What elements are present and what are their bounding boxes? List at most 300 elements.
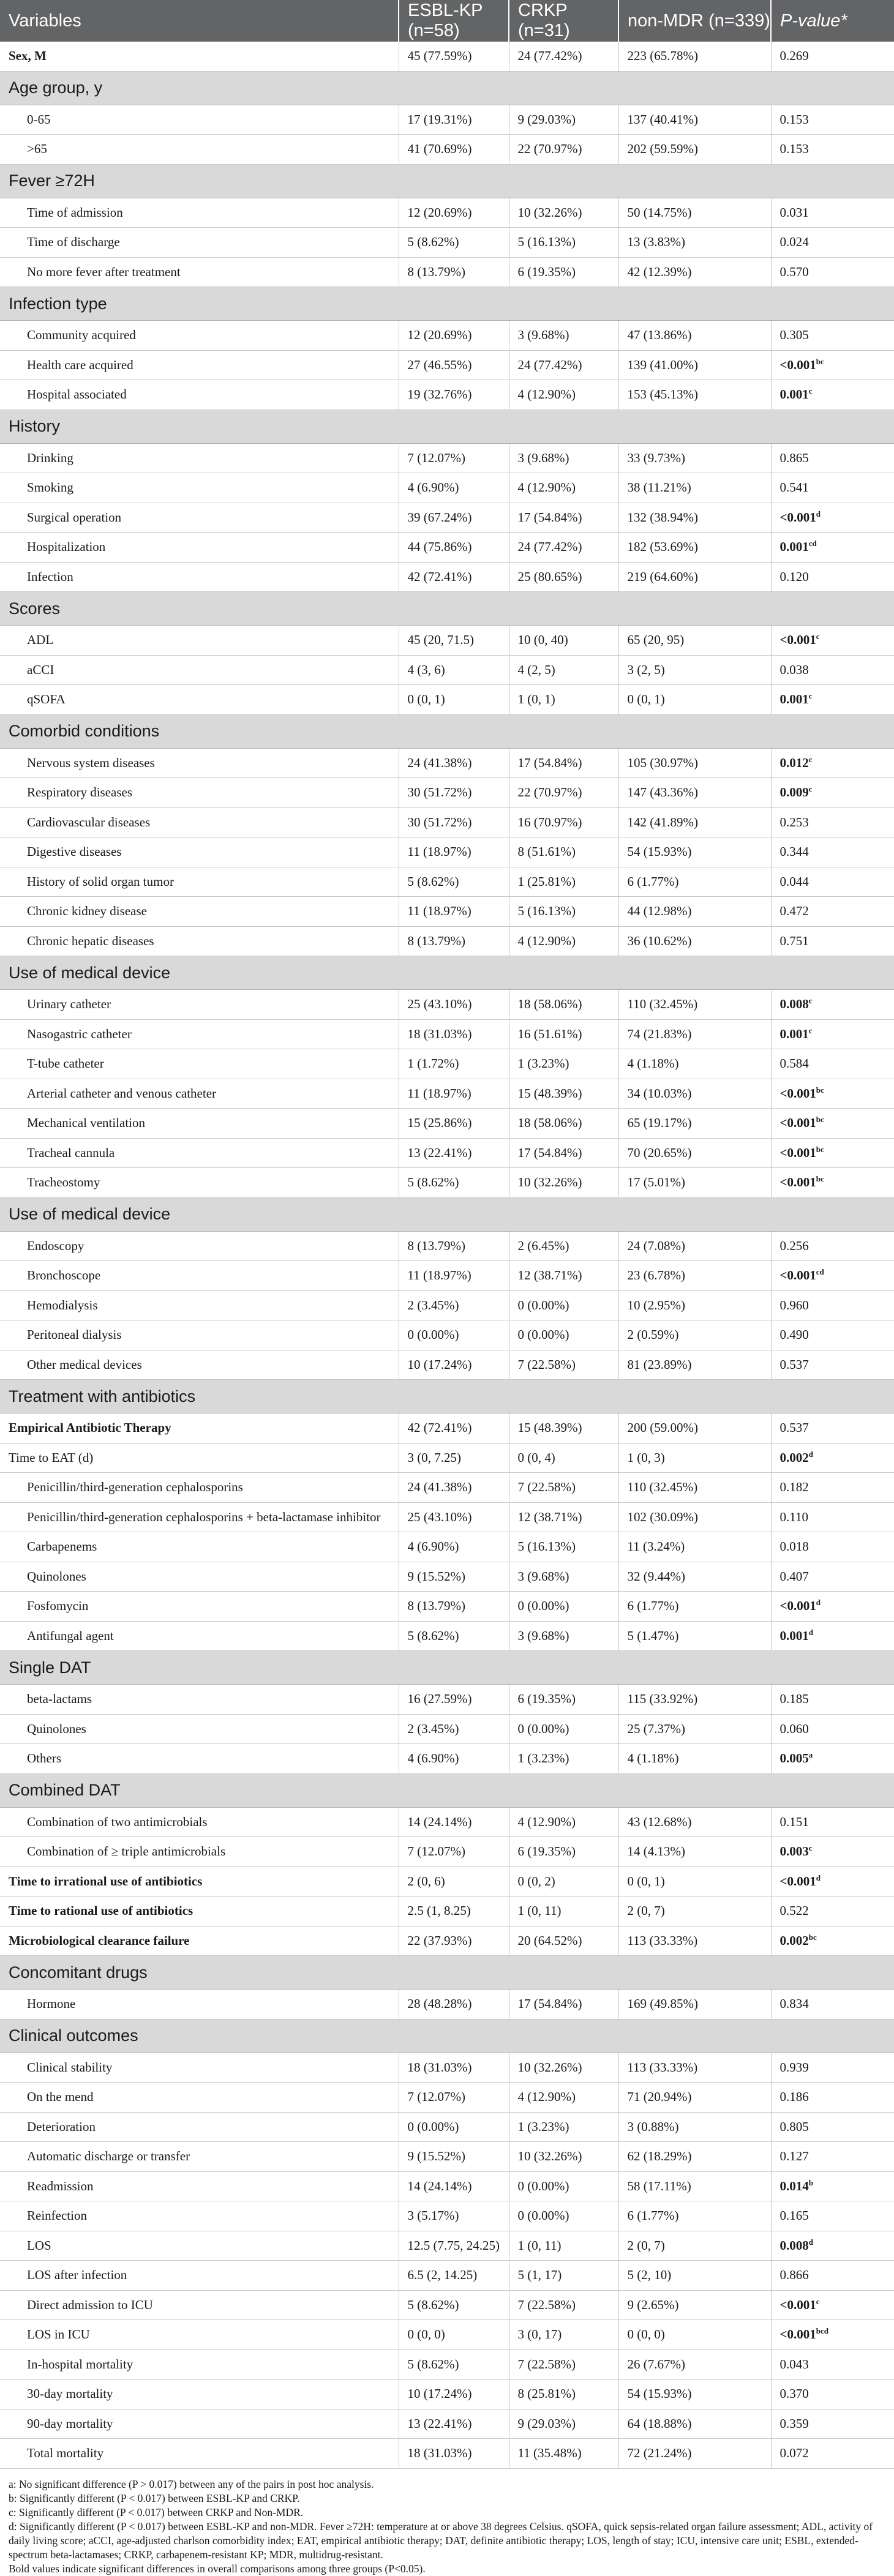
- cell-p-value: [771, 1290, 894, 1320]
- cell-p-value: [771, 897, 894, 927]
- section-header-row: [0, 287, 894, 321]
- cell-crkp: 3 (0, 17): [509, 2320, 618, 2350]
- cell-variable: Deterioration: [0, 2112, 399, 2142]
- table-row: [0, 2201, 894, 2231]
- cell-variable: qSOFA: [0, 685, 399, 715]
- cell-non-mdr: 70 (20.65%): [618, 1138, 771, 1168]
- cell-esbl-kp: 11 (18.97%): [399, 1079, 509, 1109]
- table-row: [0, 2053, 894, 2083]
- p-value-superscript: d: [808, 1627, 813, 1637]
- cell-crkp: 6 (19.35%): [509, 1837, 618, 1867]
- cell-crkp: 24 (77.42%): [509, 350, 618, 380]
- table-row: [0, 350, 894, 380]
- cell-crkp: 5 (16.13%): [509, 897, 618, 927]
- cell-variable: Automatic discharge or transfer: [0, 2142, 399, 2172]
- cell-esbl-kp: 18 (31.03%): [399, 1019, 509, 1049]
- p-value-superscript: bcd: [816, 2326, 828, 2336]
- cell-esbl-kp: 4 (6.90%): [399, 1744, 509, 1774]
- cell-variable: Tracheostomy: [0, 1168, 399, 1198]
- p-value-text: 0.541: [779, 480, 809, 495]
- cell-variable: Microbiological clearance failure: [0, 1926, 399, 1956]
- cell-variable: Quinolones: [0, 1714, 399, 1744]
- section-header-row: [0, 592, 894, 626]
- cell-crkp: 11 (35.48%): [509, 2439, 618, 2469]
- cell-variable: Penicillin/third-generation cephalosporins + beta-lactamase inhibitor: [0, 1502, 399, 1532]
- table-row: [0, 685, 894, 715]
- p-value-superscript: c: [808, 784, 813, 794]
- cell-non-mdr: 102 (30.09%): [618, 1502, 771, 1532]
- cell-p-value: [771, 533, 894, 563]
- p-value-superscript: cd: [816, 1267, 824, 1277]
- cell-variable: T-tube catheter: [0, 1049, 399, 1079]
- cell-non-mdr: 6 (1.77%): [618, 867, 771, 897]
- section-header-row: [0, 71, 894, 105]
- cell-non-mdr: 47 (13.86%): [618, 321, 771, 351]
- p-value-text: 0.005: [779, 1751, 809, 1766]
- cell-non-mdr: 65 (20, 95): [618, 626, 771, 656]
- cell-crkp: 0 (0.00%): [509, 2171, 618, 2201]
- cell-esbl-kp: 14 (24.14%): [399, 2171, 509, 2201]
- table-row: [0, 1685, 894, 1715]
- table-row: [0, 1502, 894, 1532]
- table-row: [0, 748, 894, 778]
- cell-variable: Time to irrational use of antibiotics: [0, 1866, 399, 1896]
- cell-esbl-kp: 2 (3.45%): [399, 1714, 509, 1744]
- p-value-superscript: c: [808, 1025, 813, 1035]
- cell-crkp: 0 (0.00%): [509, 1320, 618, 1350]
- cell-non-mdr: 2 (0, 7): [618, 1896, 771, 1926]
- cell-crkp: 20 (64.52%): [509, 1926, 618, 1956]
- section-title: Age group, y: [0, 71, 894, 105]
- cell-variable: Hospital associated: [0, 380, 399, 410]
- p-value-text: 0.044: [779, 874, 809, 889]
- cell-variable: Quinolones: [0, 1562, 399, 1592]
- cell-crkp: 0 (0.00%): [509, 1592, 618, 1622]
- table-row: [0, 1231, 894, 1261]
- cell-esbl-kp: 4 (6.90%): [399, 473, 509, 503]
- cell-esbl-kp: 42 (72.41%): [399, 562, 509, 592]
- cell-p-value: [771, 1532, 894, 1562]
- cell-non-mdr: 147 (43.36%): [618, 778, 771, 808]
- cell-esbl-kp: 12 (20.69%): [399, 321, 509, 351]
- cell-esbl-kp: 5 (8.62%): [399, 2290, 509, 2320]
- cell-crkp: 6 (19.35%): [509, 1685, 618, 1715]
- p-value-text: <0.001: [779, 1268, 816, 1283]
- cell-non-mdr: 110 (32.45%): [618, 1473, 771, 1503]
- table-row: [0, 1261, 894, 1291]
- cell-variable: Respiratory diseases: [0, 778, 399, 808]
- p-value-text: 0.490: [779, 1327, 809, 1342]
- cell-variable: Community acquired: [0, 321, 399, 351]
- p-value-superscript: c: [816, 2296, 820, 2306]
- p-value-text: 0.256: [779, 1238, 809, 1253]
- cell-p-value: [771, 1049, 894, 1079]
- table-row: [0, 1744, 894, 1774]
- cell-p-value: [771, 2409, 894, 2439]
- cell-crkp: 24 (77.42%): [509, 42, 618, 71]
- cell-non-mdr: 169 (49.85%): [618, 1990, 771, 2020]
- p-value-text: 0.344: [779, 844, 809, 859]
- cell-esbl-kp: 9 (15.52%): [399, 1562, 509, 1592]
- cell-p-value: [771, 2231, 894, 2261]
- cell-crkp: 9 (29.03%): [509, 105, 618, 135]
- cell-crkp: 10 (32.26%): [509, 198, 618, 228]
- table-row: [0, 2083, 894, 2113]
- cell-crkp: 10 (32.26%): [509, 1168, 618, 1198]
- p-value-text: <0.001: [779, 1145, 816, 1160]
- cell-crkp: 1 (3.23%): [509, 1744, 618, 1774]
- p-value-text: 0.012: [779, 755, 809, 770]
- p-value-text: <0.001: [779, 1115, 816, 1131]
- cell-variable: Combination of ≥ triple antimicrobials: [0, 1837, 399, 1867]
- table-row: [0, 135, 894, 165]
- cell-variable: Nervous system diseases: [0, 748, 399, 778]
- cell-esbl-kp: 11 (18.97%): [399, 837, 509, 867]
- cell-p-value: [771, 2349, 894, 2379]
- cell-crkp: 1 (3.23%): [509, 1049, 618, 1079]
- section-header-row: [0, 956, 894, 990]
- cell-esbl-kp: 30 (51.72%): [399, 778, 509, 808]
- cell-p-value: [771, 2261, 894, 2291]
- p-value-superscript: d: [816, 1598, 821, 1608]
- table-row: [0, 1443, 894, 1473]
- p-value-superscript: d: [816, 1873, 821, 1882]
- table-row: [0, 1109, 894, 1139]
- cell-non-mdr: 3 (2, 5): [618, 655, 771, 685]
- p-value-text: <0.001: [779, 357, 816, 372]
- cell-variable: Drinking: [0, 443, 399, 473]
- footnote-line: Bold values indicate significant differences in overall comparisons among three groups (P<0.05).: [9, 2562, 426, 2575]
- cell-esbl-kp: 13 (22.41%): [399, 2409, 509, 2439]
- cell-variable: Hemodialysis: [0, 1290, 399, 1320]
- cell-crkp: 24 (77.42%): [509, 533, 618, 563]
- section-title: Single DAT: [0, 1651, 894, 1685]
- cell-esbl-kp: 0 (0.00%): [399, 2112, 509, 2142]
- table-row: [0, 42, 894, 71]
- cell-non-mdr: 4 (1.18%): [618, 1744, 771, 1774]
- cell-non-mdr: 139 (41.00%): [618, 350, 771, 380]
- p-value-superscript: cd: [808, 539, 817, 549]
- cell-variable: Peritoneal dialysis: [0, 1320, 399, 1350]
- p-value-text: 0.120: [779, 569, 809, 584]
- cell-non-mdr: 43 (12.68%): [618, 1807, 771, 1837]
- cell-esbl-kp: 0 (0.00%): [399, 1320, 509, 1350]
- cell-p-value: [771, 1926, 894, 1956]
- section-title: Clinical outcomes: [0, 2019, 894, 2053]
- cell-esbl-kp: 9 (15.52%): [399, 2142, 509, 2172]
- cell-p-value: [771, 2439, 894, 2469]
- cell-esbl-kp: 19 (32.76%): [399, 380, 509, 410]
- cell-non-mdr: 132 (38.94%): [618, 503, 771, 533]
- cell-esbl-kp: 5 (8.62%): [399, 867, 509, 897]
- p-value-text: 0.939: [779, 2059, 809, 2075]
- cell-crkp: 10 (0, 40): [509, 626, 618, 656]
- cell-p-value: [771, 1502, 894, 1532]
- p-value-text: 0.001: [779, 1026, 809, 1041]
- cell-variable: Reinfection: [0, 2201, 399, 2231]
- cell-esbl-kp: 10 (17.24%): [399, 1350, 509, 1380]
- p-value-text: 0.072: [779, 2446, 809, 2461]
- cell-crkp: 0 (0.00%): [509, 1714, 618, 1744]
- cell-non-mdr: 62 (18.29%): [618, 2142, 771, 2172]
- cell-crkp: 3 (9.68%): [509, 1562, 618, 1592]
- cell-esbl-kp: 1 (1.72%): [399, 1049, 509, 1079]
- section-title: Treatment with antibiotics: [0, 1380, 894, 1413]
- p-value-text: 0.001: [779, 692, 809, 707]
- cell-variable: Smoking: [0, 473, 399, 503]
- table-row: [0, 1138, 894, 1168]
- cell-non-mdr: 34 (10.03%): [618, 1079, 771, 1109]
- cell-variable: Clinical stability: [0, 2053, 399, 2083]
- cell-non-mdr: 71 (20.94%): [618, 2083, 771, 2113]
- cell-p-value: [771, 778, 894, 808]
- p-value-text: 0.001: [779, 1628, 809, 1643]
- section-title: Concomitant drugs: [0, 1956, 894, 1990]
- p-value-text: 0.002: [779, 1450, 809, 1465]
- cell-p-value: [771, 1231, 894, 1261]
- p-value-text: 0.407: [779, 1568, 809, 1584]
- p-value-text: 0.865: [779, 450, 809, 465]
- table-row: [0, 1079, 894, 1109]
- cell-esbl-kp: 8 (13.79%): [399, 1592, 509, 1622]
- cell-non-mdr: 2 (0, 7): [618, 2231, 771, 2261]
- cell-crkp: 12 (38.71%): [509, 1261, 618, 1291]
- cell-variable: In-hospital mortality: [0, 2349, 399, 2379]
- cell-crkp: 15 (48.39%): [509, 1079, 618, 1109]
- cell-esbl-kp: 4 (3, 6): [399, 655, 509, 685]
- cell-non-mdr: 6 (1.77%): [618, 2201, 771, 2231]
- header-esbl-kp: ESBL-KP (n=58): [399, 0, 509, 42]
- cell-variable: aCCI: [0, 655, 399, 685]
- cell-esbl-kp: 25 (43.10%): [399, 1502, 509, 1532]
- section-header-row: [0, 164, 894, 198]
- cell-non-mdr: 81 (23.89%): [618, 1350, 771, 1380]
- p-value-text: <0.001: [779, 509, 816, 525]
- cell-p-value: [771, 2320, 894, 2350]
- cell-p-value: [771, 2083, 894, 2113]
- p-value-text: 0.751: [779, 933, 809, 948]
- cell-p-value: [771, 867, 894, 897]
- p-value-text: 0.151: [779, 1814, 809, 1829]
- p-value-text: 0.008: [779, 997, 809, 1012]
- cell-variable: ADL: [0, 626, 399, 656]
- cell-variable: >65: [0, 135, 399, 165]
- p-value-text: 0.570: [779, 264, 809, 279]
- p-value-text: 0.253: [779, 814, 809, 829]
- cell-non-mdr: 1 (0, 3): [618, 1443, 771, 1473]
- p-value-text: 0.185: [779, 1691, 809, 1707]
- cell-crkp: 5 (16.13%): [509, 1532, 618, 1562]
- p-value-text: 0.165: [779, 2208, 809, 2223]
- cell-variable: Total mortality: [0, 2439, 399, 2469]
- cell-p-value: [771, 380, 894, 410]
- p-value-superscript: bc: [816, 1144, 824, 1154]
- table-row: [0, 1532, 894, 1562]
- table-row: [0, 655, 894, 685]
- cell-p-value: [771, 198, 894, 228]
- table-row: [0, 897, 894, 927]
- footnotes: [0, 2469, 894, 2576]
- table-row: [0, 1320, 894, 1350]
- cell-crkp: 4 (12.90%): [509, 2083, 618, 2113]
- cell-variable: No more fever after treatment: [0, 257, 399, 287]
- cell-crkp: 4 (12.90%): [509, 926, 618, 956]
- header-p-value: [771, 0, 894, 42]
- cell-p-value: [771, 562, 894, 592]
- table-row: [0, 228, 894, 258]
- cell-crkp: 22 (70.97%): [509, 778, 618, 808]
- table-row: [0, 990, 894, 1020]
- p-value-superscript: bc: [816, 1085, 824, 1095]
- cell-esbl-kp: 10 (17.24%): [399, 2379, 509, 2409]
- cell-variable: Health care acquired: [0, 350, 399, 380]
- cell-non-mdr: 11 (3.24%): [618, 1532, 771, 1562]
- cell-variable: LOS after infection: [0, 2261, 399, 2291]
- section-title: Infection type: [0, 287, 894, 321]
- p-value-text: 0.127: [779, 2149, 809, 2164]
- cell-non-mdr: 64 (18.88%): [618, 2409, 771, 2439]
- cell-non-mdr: 0 (0, 1): [618, 685, 771, 715]
- p-value-text: 0.153: [779, 141, 809, 157]
- cell-p-value: [771, 1990, 894, 2020]
- cell-esbl-kp: 11 (18.97%): [399, 1261, 509, 1291]
- table-row: [0, 1714, 894, 1744]
- cell-variable: History of solid organ tumor: [0, 867, 399, 897]
- section-header-row: [0, 2019, 894, 2053]
- p-value-text: 0.014: [779, 2178, 809, 2193]
- cell-p-value: [771, 42, 894, 71]
- cell-crkp: 17 (54.84%): [509, 1990, 618, 2020]
- p-value-text: 0.305: [779, 328, 809, 343]
- cell-non-mdr: 38 (11.21%): [618, 473, 771, 503]
- section-header-row: [0, 1651, 894, 1685]
- p-value-text: 0.003: [779, 1844, 809, 1859]
- cell-non-mdr: 9 (2.65%): [618, 2290, 771, 2320]
- cell-crkp: 17 (54.84%): [509, 748, 618, 778]
- table-row: [0, 1473, 894, 1503]
- cell-esbl-kp: 8 (13.79%): [399, 257, 509, 287]
- cell-crkp: 0 (0, 2): [509, 1866, 618, 1896]
- table-row: [0, 503, 894, 533]
- cell-non-mdr: 202 (59.59%): [618, 135, 771, 165]
- p-value-text: 0.359: [779, 2416, 809, 2431]
- cell-p-value: [771, 1744, 894, 1774]
- cell-p-value: [771, 1079, 894, 1109]
- cell-variable: On the mend: [0, 2083, 399, 2113]
- p-value-text: <0.001: [779, 1598, 816, 1614]
- cell-non-mdr: 110 (32.45%): [618, 990, 771, 1020]
- cell-non-mdr: 4 (1.18%): [618, 1049, 771, 1079]
- cell-variable: Time of discharge: [0, 228, 399, 258]
- cell-variable: Endoscopy: [0, 1231, 399, 1261]
- cell-crkp: 5 (16.13%): [509, 228, 618, 258]
- section-title: Use of medical device: [0, 956, 894, 990]
- cell-p-value: [771, 1685, 894, 1715]
- cell-variable: Readmission: [0, 2171, 399, 2201]
- cell-variable: Digestive diseases: [0, 837, 399, 867]
- cell-p-value: [771, 926, 894, 956]
- cell-non-mdr: 13 (3.83%): [618, 228, 771, 258]
- cell-variable: Fosfomycin: [0, 1592, 399, 1622]
- cell-non-mdr: 115 (33.92%): [618, 1685, 771, 1715]
- cell-p-value: [771, 2379, 894, 2409]
- cell-p-value: [771, 503, 894, 533]
- cell-esbl-kp: 45 (77.59%): [399, 42, 509, 71]
- table-row: [0, 1837, 894, 1867]
- cell-esbl-kp: 6.5 (2, 14.25): [399, 2261, 509, 2291]
- p-value-superscript: d: [816, 509, 821, 519]
- cell-non-mdr: 32 (9.44%): [618, 1562, 771, 1592]
- cell-variable: LOS in ICU: [0, 2320, 399, 2350]
- cell-esbl-kp: 41 (70.69%): [399, 135, 509, 165]
- p-value-text: 0.472: [779, 904, 809, 919]
- cell-variable: Time to EAT (d): [0, 1443, 399, 1473]
- cell-crkp: 7 (22.58%): [509, 1473, 618, 1503]
- cell-crkp: 6 (19.35%): [509, 257, 618, 287]
- table-row: [0, 837, 894, 867]
- cell-p-value: [771, 1807, 894, 1837]
- cell-esbl-kp: 8 (13.79%): [399, 926, 509, 956]
- section-header-row: [0, 1773, 894, 1807]
- cell-non-mdr: 0 (0, 1): [618, 1866, 771, 1896]
- cell-variable: Nasogastric catheter: [0, 1019, 399, 1049]
- cell-crkp: 4 (2, 5): [509, 655, 618, 685]
- section-title: Scores: [0, 592, 894, 626]
- footnote-line: b: Significantly different (P < 0.017) between ESBL-KP and CRKP.: [9, 2492, 300, 2504]
- p-value-superscript: d: [808, 1449, 813, 1459]
- cell-variable: Mechanical ventilation: [0, 1109, 399, 1139]
- cell-esbl-kp: 12.5 (7.75, 24.25): [399, 2231, 509, 2261]
- cell-variable: beta-lactams: [0, 1685, 399, 1715]
- cell-non-mdr: 142 (41.89%): [618, 807, 771, 837]
- cell-variable: Direct admission to ICU: [0, 2290, 399, 2320]
- cell-esbl-kp: 0 (0, 1): [399, 685, 509, 715]
- section-header-row: [0, 1197, 894, 1231]
- cell-variable: Empirical Antibiotic Therapy: [0, 1413, 399, 1443]
- cell-p-value: [771, 1837, 894, 1867]
- cell-p-value: [771, 1562, 894, 1592]
- p-value-text: 0.866: [779, 2267, 809, 2283]
- cell-crkp: 0 (0, 4): [509, 1443, 618, 1473]
- p-value-text: 0.001: [779, 539, 809, 555]
- cell-esbl-kp: 45 (20, 71.5): [399, 626, 509, 656]
- p-value-superscript: bc: [816, 356, 824, 366]
- cell-crkp: 22 (70.97%): [509, 135, 618, 165]
- table-row: [0, 1990, 894, 2020]
- cell-esbl-kp: 16 (27.59%): [399, 1685, 509, 1715]
- cell-non-mdr: 6 (1.77%): [618, 1592, 771, 1622]
- cell-esbl-kp: 4 (6.90%): [399, 1532, 509, 1562]
- cell-esbl-kp: 42 (72.41%): [399, 1413, 509, 1443]
- header-crkp: CRKP (n=31): [509, 0, 618, 42]
- p-value-text: 0.018: [779, 1539, 809, 1554]
- p-value-text: 0.370: [779, 2386, 809, 2402]
- cell-crkp: 5 (1, 17): [509, 2261, 618, 2291]
- section-title: Fever ≥72H: [0, 164, 894, 198]
- cell-non-mdr: 113 (33.33%): [618, 2053, 771, 2083]
- table-row: [0, 198, 894, 228]
- cell-esbl-kp: 0 (0, 0): [399, 2320, 509, 2350]
- cell-non-mdr: 137 (40.41%): [618, 105, 771, 135]
- cell-crkp: 16 (70.97%): [509, 807, 618, 837]
- cell-p-value: [771, 685, 894, 715]
- footnote-line: d: Significantly different (P < 0.017) between ESBL-KP and non-MDR. Fever ≥72H: temperature at or above 38 degrees Celsius. qSOFA, quick sepsis-related organ failure assessment; ADL, activity of daily living score; aCCI, age-adjusted charlson comorbidity index; EAT, empirical antibiotic therapy; DAT, definite antibiotic therapy; LOS, length of stay; ICU, intensive care unit; ESBL, extended-spectrum beta-lactamases; CRKP, carbapenem-resistant KP; MDR, multidrug-resistant.: [9, 2520, 873, 2561]
- section-title: Use of medical device: [0, 1197, 894, 1231]
- cell-variable: Surgical operation: [0, 503, 399, 533]
- p-value-text: 0.805: [779, 2119, 809, 2134]
- table-row: [0, 778, 894, 808]
- cell-p-value: [771, 443, 894, 473]
